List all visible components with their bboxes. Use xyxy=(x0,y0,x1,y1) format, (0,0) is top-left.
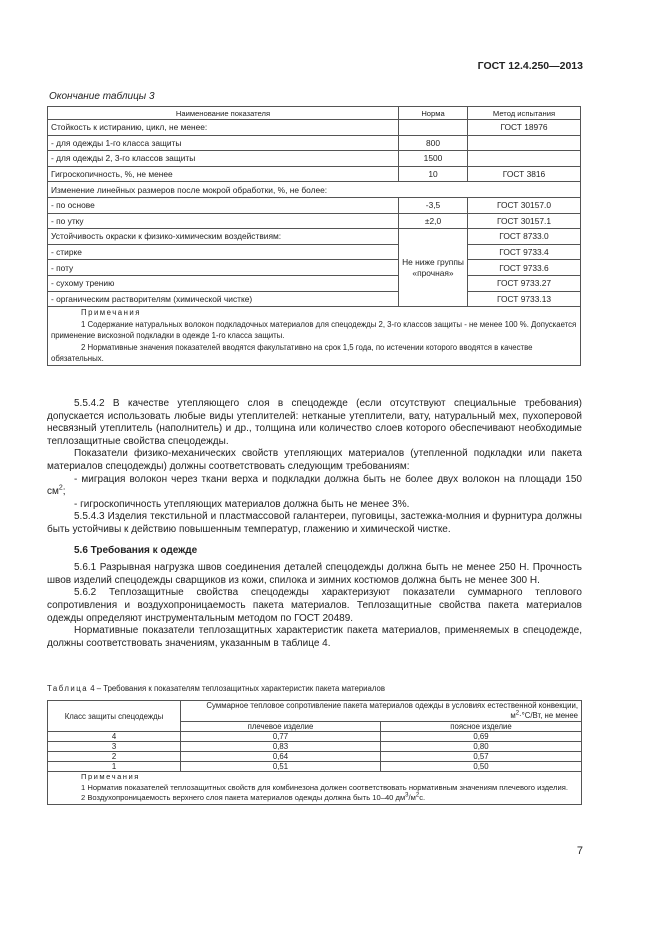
table3-caption: Окончание таблицы 3 xyxy=(49,91,155,102)
caption-text: 4 – Требования к показателям теплозащитных характеристик пакета материалов xyxy=(88,684,385,693)
superscript: 2 xyxy=(515,710,520,717)
table-notes xyxy=(48,772,582,805)
paragraph: 5.5.4.3 Изделия текстильной и пластмассовой галантереи, пуговицы, застежка-молния и фурнитура должны быть устойчивы к действию повышенным температур, глажению и химической чистке. xyxy=(47,511,582,535)
cell-indicator: Изменение линейных размеров после мокрой обработки, %, не более: xyxy=(48,182,581,198)
header-class: Класс защиты спецодежды xyxy=(48,701,181,732)
cell-method: ГОСТ 9733.27 xyxy=(468,275,581,291)
cell-norm xyxy=(399,120,468,136)
caption-word: Таблица xyxy=(47,684,89,693)
cell-norm: -3,5 xyxy=(399,197,468,213)
table-row xyxy=(48,197,581,213)
document-code: ГОСТ 12.4.250—2013 xyxy=(477,60,583,72)
paragraph: 5.6.2 Теплозащитные свойства спецодежды характеризуют показатели суммарного теплового сопротивления и воздухопроницаемость пакета материалов. Теплозащитные свойства пакета материалов одежды определяют инструментальным методом по ГОСТ 20489. xyxy=(47,587,582,624)
table-row xyxy=(48,229,581,245)
cell-indicator: - для одежды 1-го класса защиты xyxy=(48,135,399,151)
table-4 xyxy=(47,700,582,805)
cell-indicator: Гигроскопичность, %, не менее xyxy=(48,166,399,182)
header-method: Метод испытания xyxy=(468,107,581,120)
cell-class: 4 xyxy=(48,732,181,742)
cell-method: ГОСТ 30157.1 xyxy=(468,213,581,229)
note-2: 2 Нормативные значения показателей вводятся факультативно на срок 1,5 года, по истечении которого вводятся в качестве обязательных. xyxy=(51,342,533,364)
table-row xyxy=(48,244,581,260)
cell-lower: 0,50 xyxy=(381,762,582,772)
cell-class: 2 xyxy=(48,752,181,762)
note-1: 1 Норматив показателей теплозащитных свойств для комбинезона должен соответствовать нормативным значениям плечевого изделия. xyxy=(81,782,568,792)
superscript: 2 xyxy=(58,484,63,492)
cell-method: ГОСТ 18976 xyxy=(468,120,581,136)
cell-method: ГОСТ 3816 xyxy=(468,166,581,182)
cell-indicator: - поту xyxy=(48,260,399,276)
body-text xyxy=(47,398,582,650)
paragraph: 5.6.1 Разрывная нагрузка швов соединения деталей спецодежды должна быть не менее 250 Н. Прочность швов изделий спецодежды сварщиков из кожи, спилока и зимних костюмов должна быть не менее 300 Н. xyxy=(47,562,582,586)
note-text: /м xyxy=(408,793,416,802)
notes-title: Примечания xyxy=(81,772,140,781)
table-row xyxy=(48,213,581,229)
table-header-row xyxy=(48,701,582,722)
table-3 xyxy=(47,106,581,366)
cell-indicator: - стирке xyxy=(48,244,399,260)
cell-method xyxy=(468,135,581,151)
paragraph xyxy=(47,474,582,499)
paragraph: - гигроскопичность утепляющих материалов должна быть не менее 3%. xyxy=(74,498,410,510)
paragraph: 5.5.4.2 В качестве утепляющего слоя в спецодежде (если отсутствуют специальные требования) допускается использовать любые виды утеплителей: нетканые утеплители, вату, натуральный мех, пухоперовой несвязный утеплитель (наполнитель) и др., толщина или количество слоев которого обеспечивают необходимые теплозащитные свойства спецодежды. xyxy=(47,398,582,447)
header-thermal-resistance xyxy=(181,701,582,722)
cell-method: ГОСТ 9733.13 xyxy=(468,291,581,307)
note-1: 1 Содержание натуральных волокон подкладочных материалов для спецодежды 2, 3-го классов защиты - не менее 100 %. Допускается применение вискозной подкладки в одежде 1-го класса защиты. xyxy=(51,319,577,341)
cell-lower: 0,57 xyxy=(381,752,582,762)
table-row xyxy=(48,120,581,136)
cell-norm-merged: Не ниже группы «прочная» xyxy=(399,229,468,307)
cell-norm: 800 xyxy=(399,135,468,151)
section-heading: 5.6 Требования к одежде xyxy=(74,544,198,556)
table-row xyxy=(48,260,581,276)
paragraph: Показатели физико-механических свойств утепляющих материалов (утепленной подкладки или пакета материалов спецодежды) должны соответствовать следующим требованиям: xyxy=(47,448,582,472)
cell-class: 1 xyxy=(48,762,181,772)
cell-norm: 1500 xyxy=(399,151,468,167)
table4-caption xyxy=(47,684,385,693)
cell-method: ГОСТ 9733.4 xyxy=(468,244,581,260)
header-text: ·°С/Вт, не менее xyxy=(519,711,579,720)
table-row xyxy=(48,762,582,772)
cell-upper: 0,51 xyxy=(181,762,381,772)
cell-indicator: - для одежды 2, 3-го классов защиты xyxy=(48,151,399,167)
cell-upper: 0,77 xyxy=(181,732,381,742)
cell-lower: 0,69 xyxy=(381,732,582,742)
table-notes xyxy=(48,307,581,366)
table-row xyxy=(48,182,581,198)
table-notes-row xyxy=(48,307,581,366)
text-part: ; xyxy=(62,486,66,498)
cell-method: ГОСТ 8733.0 xyxy=(468,229,581,245)
header-indicator: Наименование показателя xyxy=(48,107,399,120)
header-text: Суммарное тепловое сопротивление пакета материалов одежды в условиях естественной конвекции, м xyxy=(206,701,579,720)
notes-title: Примечания xyxy=(81,308,142,318)
cell-indicator: - сухому трению xyxy=(48,275,399,291)
cell-upper: 0,83 xyxy=(181,742,381,752)
cell-method: ГОСТ 30157.0 xyxy=(468,197,581,213)
header-lower-garment: поясное изделие xyxy=(381,722,582,732)
superscript: 3 xyxy=(405,792,409,799)
text-part: - миграция волокон через ткани верха и подкладки должна быть не более двух волокон на площади 150 см xyxy=(47,473,582,498)
note-text: с. xyxy=(419,793,426,802)
table-notes-row xyxy=(48,772,582,805)
table-row xyxy=(48,166,581,182)
cell-indicator: - по утку xyxy=(48,213,399,229)
table-row xyxy=(48,732,582,742)
table-row xyxy=(48,742,582,752)
header-upper-garment: плечевое изделие xyxy=(181,722,381,732)
cell-indicator: Устойчивость окраски к физико-химическим воздействиям: xyxy=(48,229,399,245)
table-row xyxy=(48,752,582,762)
cell-norm: 10 xyxy=(399,166,468,182)
cell-method: ГОСТ 9733.6 xyxy=(468,260,581,276)
table-row xyxy=(48,135,581,151)
table-row xyxy=(48,275,581,291)
cell-method xyxy=(468,151,581,167)
header-norm: Норма xyxy=(399,107,468,120)
cell-indicator: Стойкость к истиранию, цикл, не менее: xyxy=(48,120,399,136)
cell-class: 3 xyxy=(48,742,181,752)
cell-indicator: - по основе xyxy=(48,197,399,213)
table-row xyxy=(48,151,581,167)
cell-norm: ±2,0 xyxy=(399,213,468,229)
cell-lower: 0,80 xyxy=(381,742,582,752)
note-text: 2 Воздухопроницаемость верхнего слоя пакета материалов одежды должна быть 10–40 дм xyxy=(81,793,406,802)
note-2 xyxy=(51,793,578,804)
paragraph: Нормативные показатели теплозащитных характеристик пакета материалов, применяемых в спецодежде, должны соответствовать значениям, указанным в таблице 4. xyxy=(47,625,582,649)
table-row xyxy=(48,291,581,307)
page-number: 7 xyxy=(576,845,583,857)
table-header-row xyxy=(48,107,581,120)
superscript: 2 xyxy=(415,792,420,799)
cell-upper: 0,64 xyxy=(181,752,381,762)
cell-indicator: - органическим растворителям (химической чистке) xyxy=(48,291,399,307)
